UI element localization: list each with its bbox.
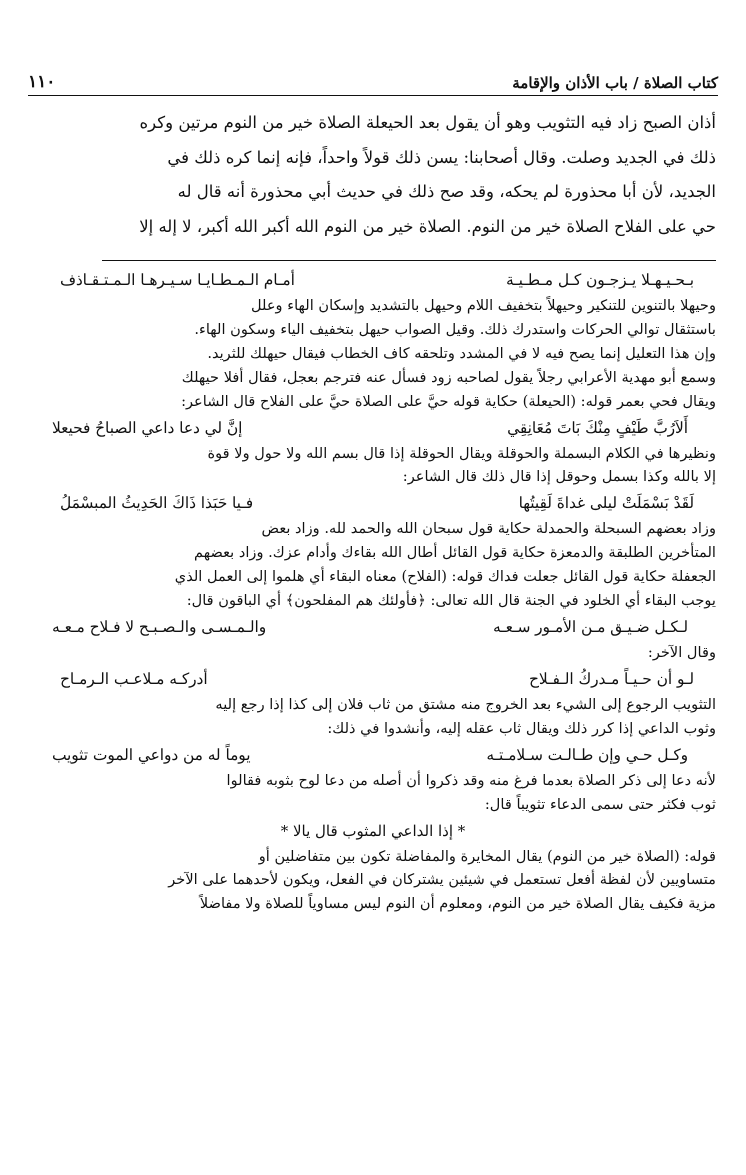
verse-line bbox=[30, 665, 716, 693]
commentary-line: وحيهلا بالتنوين للتنكير وحيهلاً بتخفيف اللام وحيهل بالتشديد وإسكان الهاء وعلل bbox=[250, 297, 716, 314]
footnote-divider bbox=[102, 260, 716, 261]
main-line: ذلك في الجديد وصلت. وقال أصحابنا: يسن ذلك قولاً واحداً، فإنه إنما كره ذلك في bbox=[167, 147, 716, 167]
commentary-line: متساويين لأن لفظة أفعل تستعمل في شيئين يشتركان في الفعل، ويكون لأحدهما على الآخر bbox=[168, 871, 716, 889]
commentary-line: التثويب الرجوع إلى الشيء بعد الخروج منه مشتق من ثاب فلان إلى كذا إذا رجع إليه bbox=[215, 695, 716, 713]
commentary bbox=[30, 266, 716, 916]
commentary-line: المتأخرين الطلبقة والدمعزة حكاية قول القائل أطال الله بقاءك وأدام عزك. وزاد بعضهم bbox=[194, 544, 716, 562]
commentary-line: لأنه دعا إلى ذكر الصلاة بعدما فرغ منه وقد ذكروا أن أصله من دعا لوح بثوبه فقالوا bbox=[226, 771, 716, 789]
commentary-line: وزاد بعضهم السبحلة والحمدلة حكاية قول سبحان الله والحمد لله. وزاد بعض bbox=[261, 520, 716, 538]
commentary-line: وقال الآخر: bbox=[647, 643, 716, 661]
page-header bbox=[28, 66, 718, 92]
verse-line bbox=[30, 414, 716, 442]
hemistich-first: وكـل حـي وإن طـالـت سـلامـتـه bbox=[486, 745, 688, 764]
commentary-line: ويقال فحي بعمر قوله: (الحيعلة) حكاية قوله حيَّ على الصلاة حيَّ على الفلاح قال الشاعر: bbox=[181, 392, 716, 410]
commentary-line: الجعفلة حكاية قول القائل جعلت فداك قوله: (الفلاح) معناه البقاء أي هلموا إلى العمل الذي bbox=[174, 568, 716, 586]
commentary-line: وثوب الداعي إذا كرر ذلك ويقال ثاب عقله إليه، وأنشدوا في ذلك: bbox=[327, 719, 716, 737]
verse-line bbox=[30, 741, 716, 769]
page-number: ١١٠ bbox=[28, 72, 56, 92]
running-title: كتاب الصلاة / باب الأذان والإقامة bbox=[512, 74, 718, 92]
hemistich-second: والـمـسـى والـصـبـح لا فـلاح مـعـه bbox=[52, 617, 267, 636]
hemistich-first: بـحـيـهـلا يـزجـون كـل مـطـيـة bbox=[505, 271, 694, 289]
hemistich-second: أدركـه مـلاعـب الـرمـاح bbox=[60, 669, 208, 688]
commentary-line: ثوب فكثر حتى سمى الدعاء تثويباً قال: bbox=[484, 795, 716, 813]
commentary-line: يوجب البقاء أي الخلود في الجنة قال الله تعالى: ﴿فأولئك هم المفلحون﴾ أي الباقون قال: bbox=[186, 592, 716, 610]
hemistich-second: أمـام الـمـطـايـا سـيـرهـا الـمـتـقـاذف bbox=[60, 271, 295, 289]
verse-line bbox=[30, 613, 716, 641]
hemistich-first: لـكـل ضـيـق مـن الأمـور سـعـه bbox=[492, 617, 688, 636]
commentary-line: قوله: (الصلاة خير من النوم) يقال المخايرة والمفاضلة تكون بين متفاضلين أو bbox=[258, 847, 716, 865]
main-line: أذان الصبح زاد فيه التثويب وهو أن يقول بعد الحيعلة الصلاة خير من النوم مرتين وكره bbox=[139, 113, 716, 132]
verse-line bbox=[30, 489, 716, 517]
commentary-line: ونظيرها في الكلام البسملة والحوقلة ويقال الحوقلة إذا قال بسم الله ولا حول ولا قوة bbox=[207, 444, 716, 462]
commentary-line: باستثقال توالي الحركات واستدرك ذلك. وقيل الصواب حيهل بتخفيف الياء وسكون الهاء. bbox=[194, 320, 716, 338]
centered-verse: * إذا الداعي المثوب قال يالا * bbox=[280, 821, 466, 840]
hemistich-first: لَقَدْ بَسْمَلَتْ ليلى غداةَ لَقِيتُها bbox=[518, 494, 694, 513]
commentary-line: وسمع أبو مهدية الأعرابي رجلاً يقول لصاحبه زود فسأل عنه فترجم بعجل، فقال أفلا حيهلك bbox=[181, 368, 716, 386]
hemistich-second: يوماً له من دواعي الموت تثويب bbox=[52, 745, 251, 764]
hemistich-second: إنَّ لي دعا داعي الصباحُ فحيعلا bbox=[52, 418, 243, 437]
hemistich-second: فـيا حَبَذا ذَاكَ الحَدِيثُ المبسْمَلُ bbox=[60, 494, 254, 513]
verse-line bbox=[30, 266, 716, 294]
main-line: الجديد، لأن أبا محذورة لم يحكه، وقد صح ذلك في حديث أبي محذورة أنه قال له bbox=[177, 182, 716, 201]
hemistich-first: أَلاَرُبَّ طَيْفٍ مِنْكَ بَاتَ مُعَانِقِي bbox=[507, 418, 688, 437]
commentary-line: وإن هذا التعليل إنما يصح فيه لا في المشدد وتلحقه كاف الخطاب فيقال حيهلك للثريد. bbox=[207, 344, 716, 362]
main-text bbox=[30, 106, 716, 244]
header-rule bbox=[28, 95, 718, 96]
main-line: حي على الفلاح الصلاة خير من النوم. الصلاة خير من النوم الله أكبر الله أكبر، لا إله إلا bbox=[139, 216, 716, 236]
commentary-line: مزية فكيف يقال الصلاة خير من النوم، ومعلوم أن النوم ليس مساوياً للصلاة ولا مفاضلاً bbox=[199, 895, 716, 913]
hemistich-first: لـو أن حـيـاً مـدركُ الـفـلاح bbox=[529, 669, 694, 688]
commentary-line: إلا بالله وكذا بسمل وحوقل إذا قال ذلك قال الشاعر: bbox=[402, 468, 716, 486]
